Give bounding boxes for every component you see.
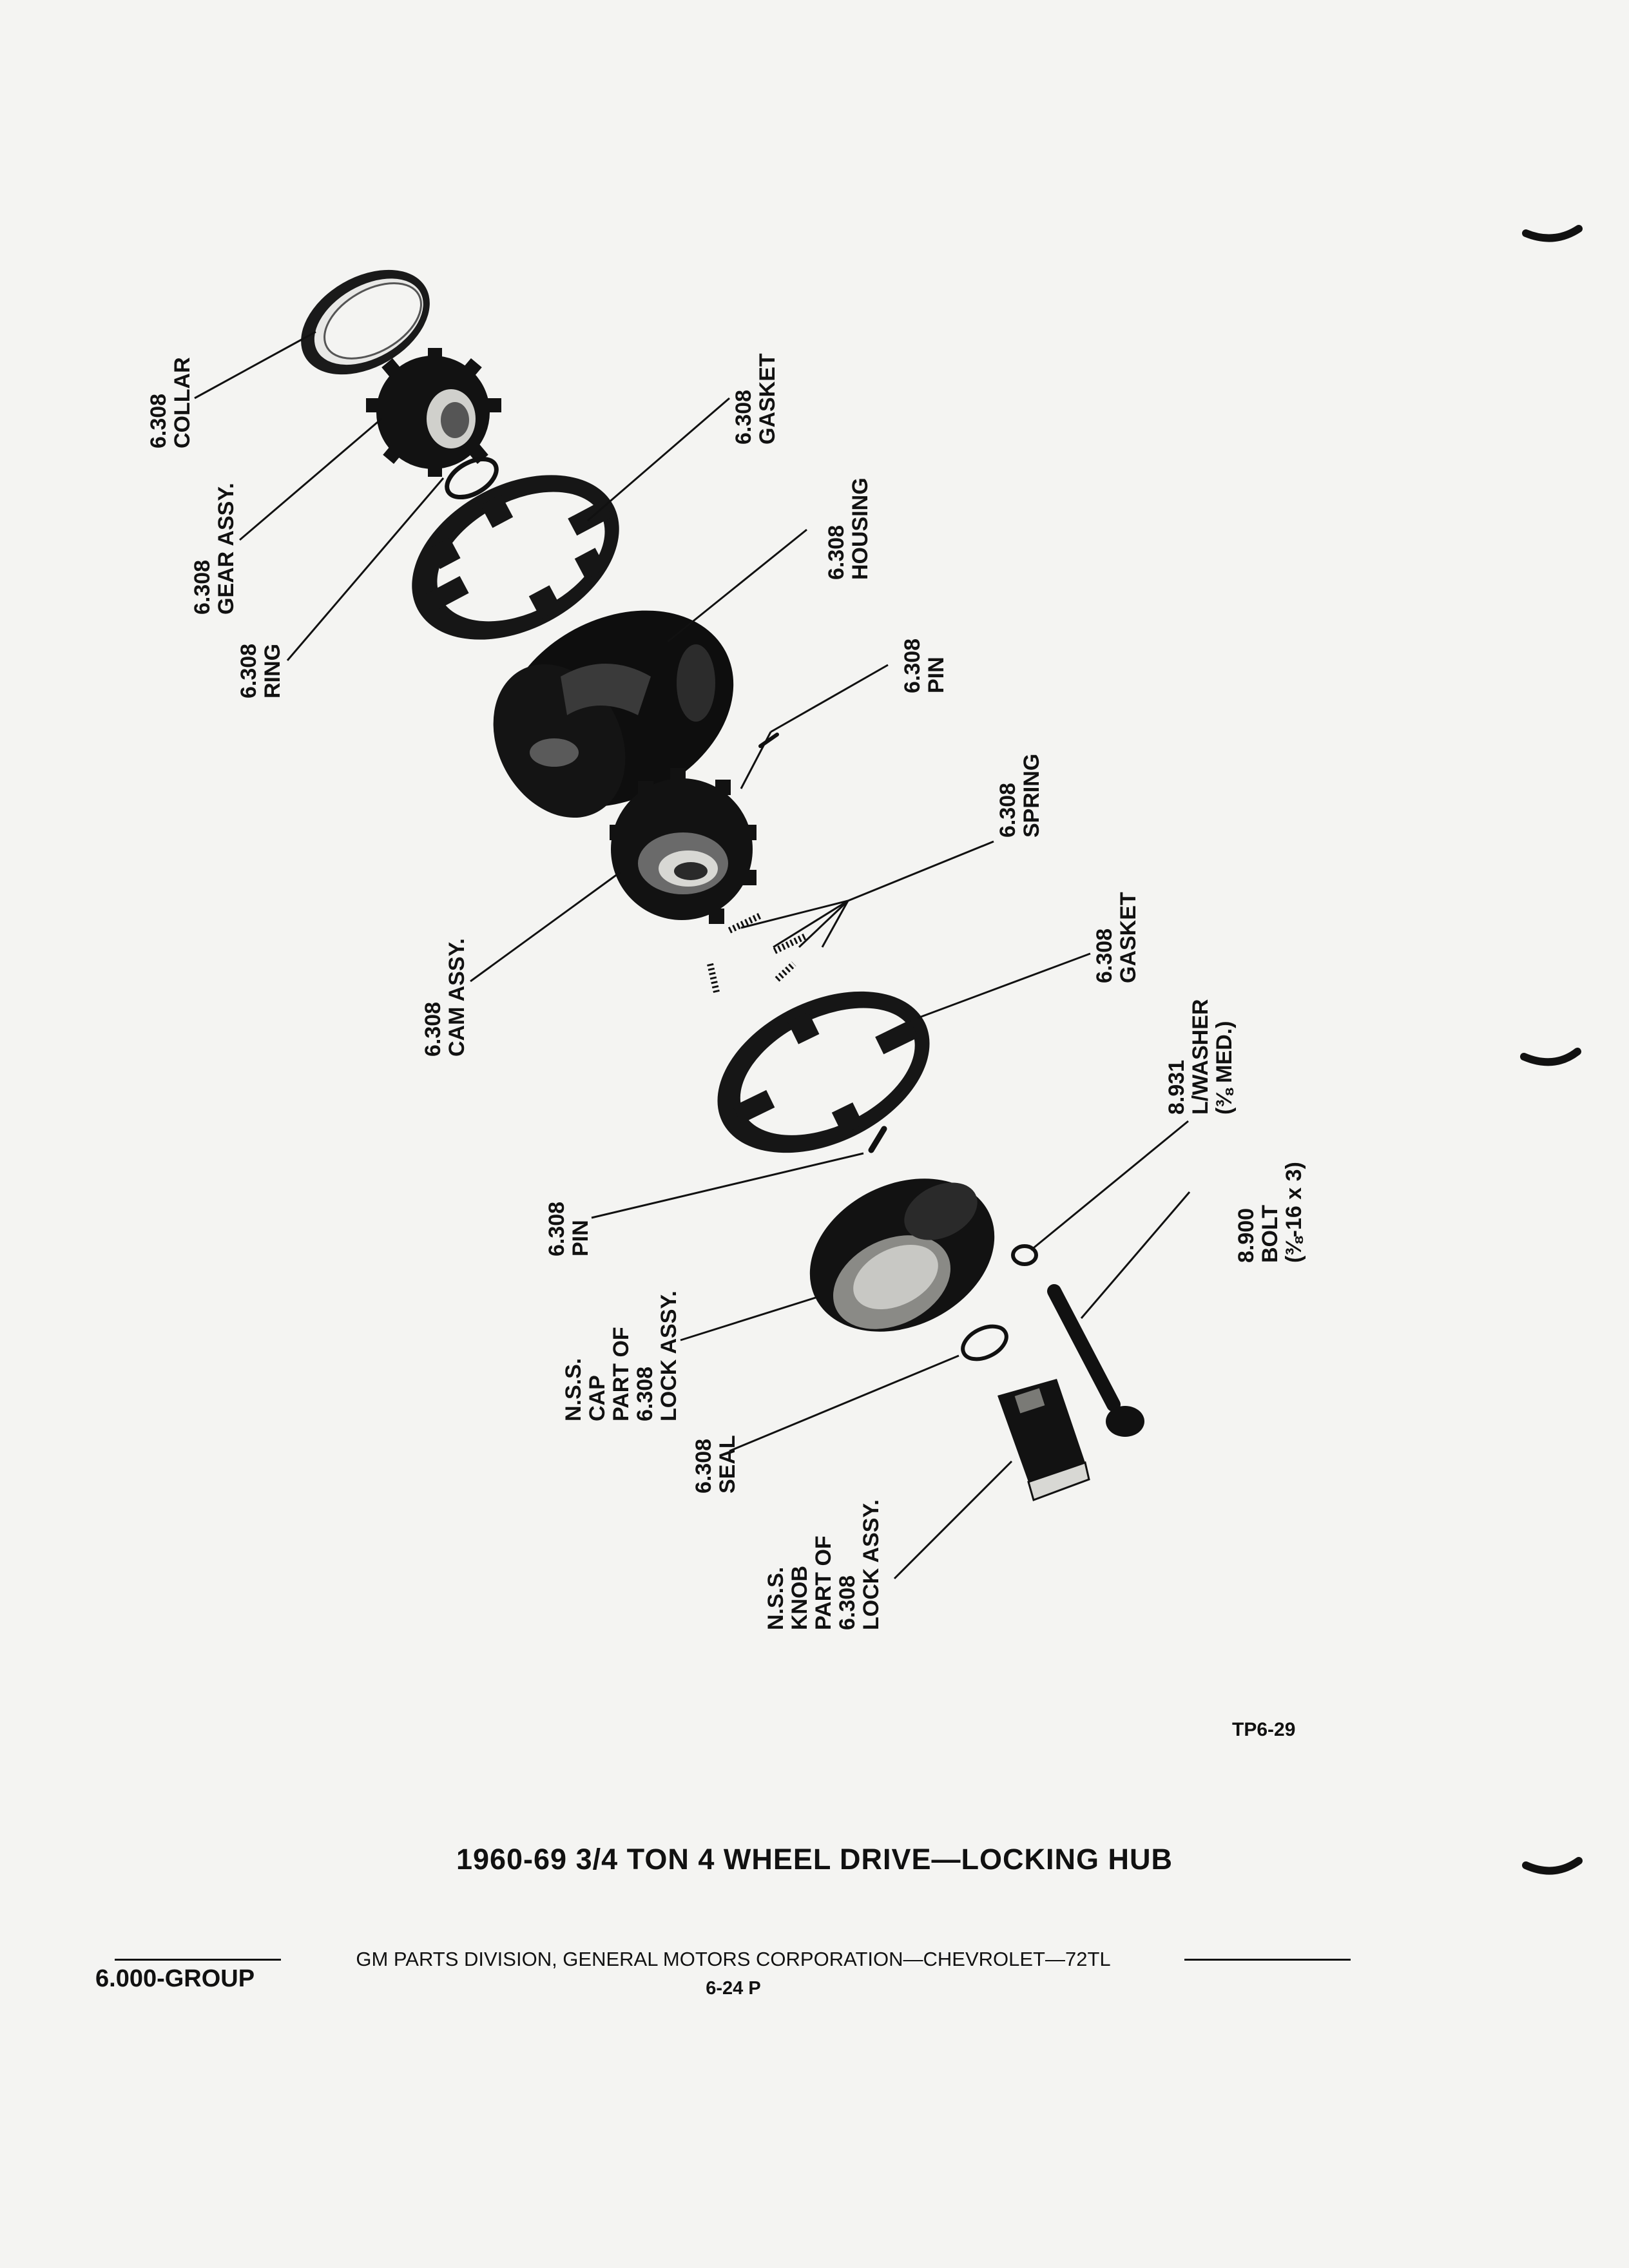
seal-part [958, 1320, 1012, 1365]
pin-middle-part [871, 1129, 884, 1150]
gasket-middle-part [691, 959, 956, 1185]
label-spring: 6.308 SPRING [996, 753, 1044, 838]
label-knob: N.S.S. KNOB PART OF 6.308 LOCK ASSY. [764, 1499, 883, 1630]
footer-rule-left [115, 1959, 281, 1961]
binder-mark [1526, 229, 1579, 238]
binder-mark [1524, 1052, 1577, 1062]
label-collar: 6.308 COLLAR [146, 357, 195, 448]
label-cap: N.S.S. CAP PART OF 6.308 LOCK ASSY. [561, 1291, 681, 1421]
figure-number: TP6-29 [1232, 1719, 1296, 1740]
label-pin-middle: 6.308 PIN [545, 1201, 593, 1256]
knob-part [998, 1379, 1089, 1500]
label-bolt: 8.900 BOLT (⅜-16 x 3) [1234, 1162, 1306, 1263]
label-gasket-top: 6.308 GASKET [731, 353, 780, 445]
label-housing: 6.308 HOUSING [824, 477, 872, 580]
label-seal: 6.308 SEAL [691, 1435, 740, 1494]
label-ring: 6.308 RING [236, 643, 285, 698]
footer-rule-right [1184, 1959, 1351, 1961]
label-lock-washer: 8.931 L/WASHER (⅜ MED.) [1164, 999, 1237, 1115]
footer-publisher: GM PARTS DIVISION, GENERAL MOTORS CORPORATION—CHEVROLET—72TL [356, 1948, 1111, 1970]
label-pin-top: 6.308 PIN [900, 638, 949, 693]
label-gasket-middle: 6.308 GASKET [1092, 892, 1141, 983]
page-caption: 1960-69 3/4 TON 4 WHEEL DRIVE—LOCKING HUB [456, 1843, 1173, 1876]
springs-part [710, 915, 807, 992]
footer-page-number: 6-24 P [706, 1978, 761, 1999]
label-cam-assy: 6.308 CAM ASSY. [421, 938, 469, 1057]
footer-group: 6.000-GROUP [95, 1965, 255, 1992]
label-gear-assy: 6.308 GEAR ASSY. [190, 483, 238, 615]
